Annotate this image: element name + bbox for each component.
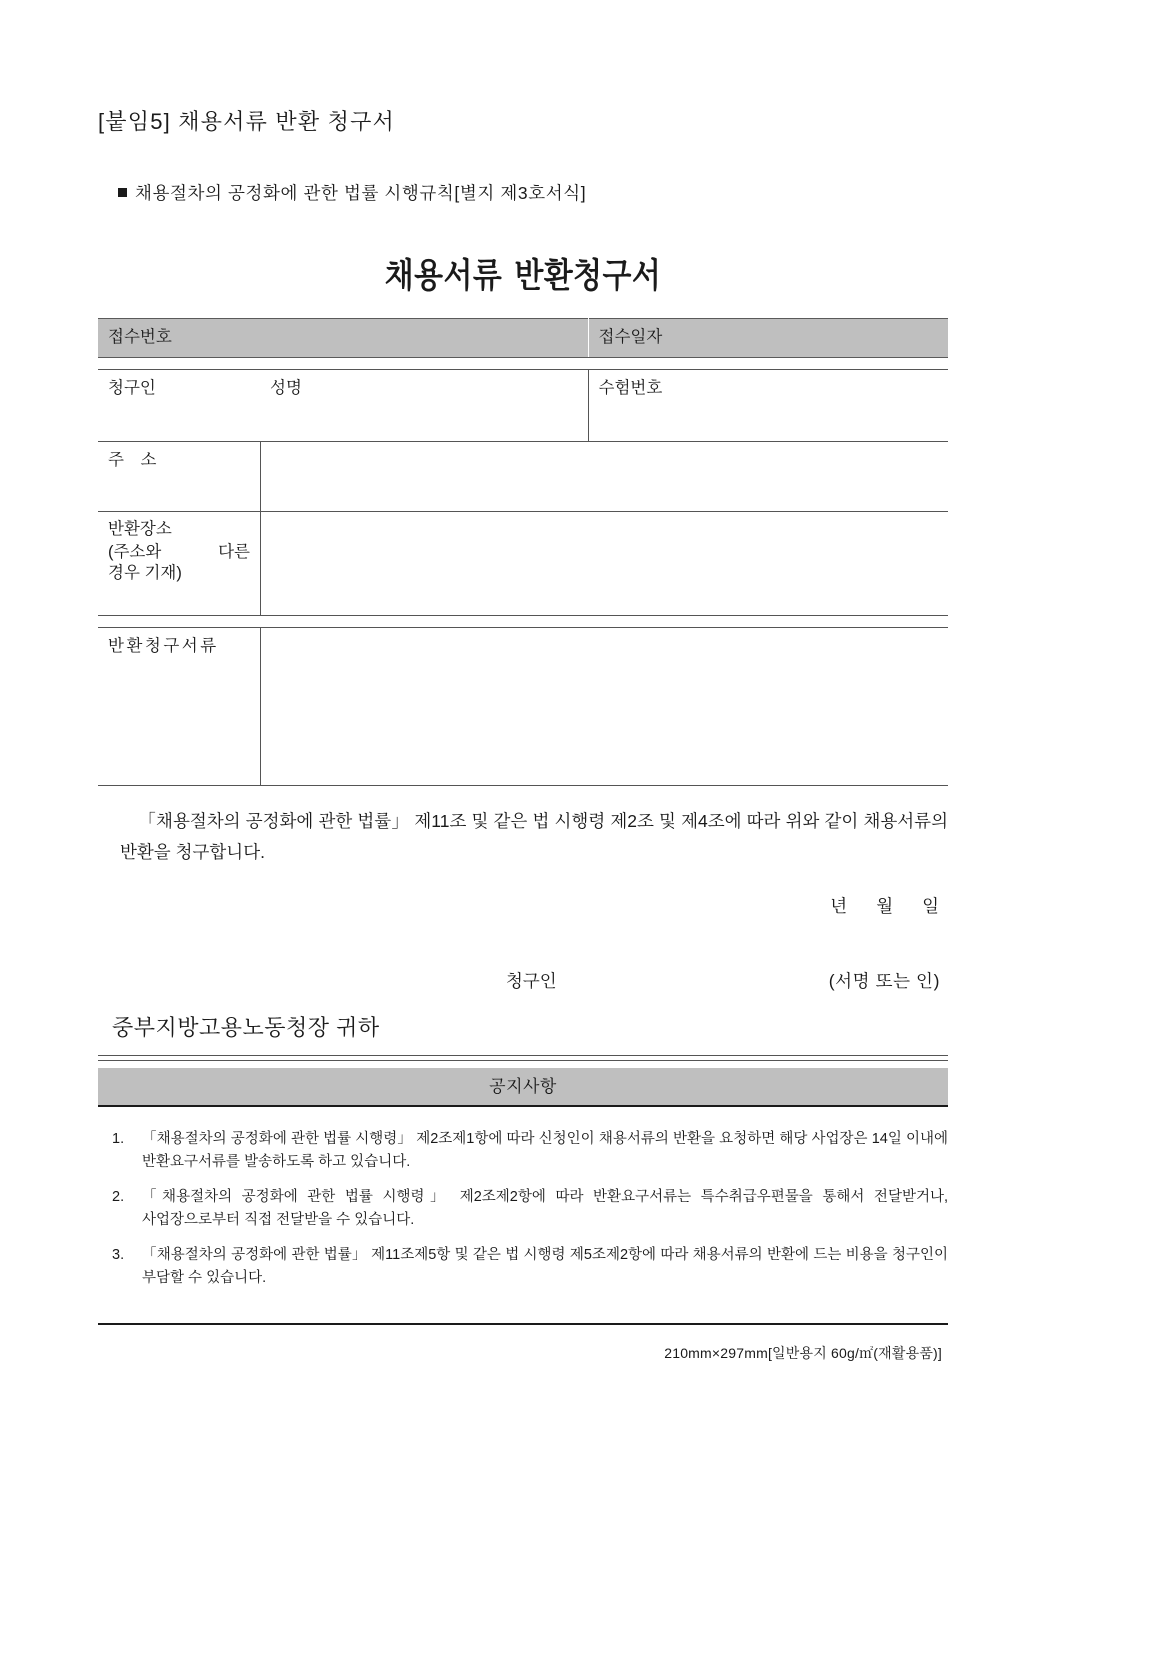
day-label: 일 — [922, 896, 940, 916]
footer-divider — [98, 1323, 948, 1325]
return-place-label: 반환장소 — [108, 520, 172, 538]
table-row-address — [98, 442, 948, 512]
table-row-applicant — [98, 370, 948, 442]
rule-reference-line — [118, 180, 586, 205]
claimant-label: 청구인 — [506, 971, 557, 991]
recipient-line: 중부지방고용노동청장 귀하 — [112, 1015, 380, 1040]
documents-field-cell[interactable] — [260, 628, 948, 786]
application-form-table — [98, 318, 948, 786]
page-title — [149, 248, 897, 297]
page-title-part2: 반환청구서 — [514, 257, 662, 295]
square-bullet-icon — [118, 188, 127, 197]
statement-paragraph — [120, 806, 948, 867]
notice-list — [106, 1128, 948, 1302]
month-label: 월 — [876, 896, 895, 916]
notice-item-number: 3. — [112, 1246, 125, 1263]
row-gap — [98, 358, 948, 370]
return-place-field-cell[interactable] — [260, 512, 948, 616]
table-row-documents — [98, 628, 948, 786]
statement-text: 「채용절차의 공정화에 관한 법률」 제11조 및 같은 법 시행령 제2조 및 제4조에 따라 위와 같이 채용서류의 반환을 청구합니다. — [120, 811, 948, 862]
exam-number-label: 수험번호 — [598, 379, 663, 397]
table-row-receipt-header — [98, 319, 948, 358]
return-place-label-cell — [98, 512, 260, 616]
year-label: 년 — [830, 896, 849, 916]
table-row-return-place — [98, 512, 948, 616]
notice-item-text: 「채용절차의 공정화에 관한 법률 시행령」 제2조제1항에 따라 신청인이 채용서류의 반환을 요청하면 해당 사업장은 14일 이내에 반환요구서류를 발송하도록 하고 있습니다. — [142, 1131, 948, 1171]
documents-label-cell: 반환청구서류 — [98, 628, 260, 786]
rule-reference-text: 채용절차의 공정화에 관한 법률 시행규칙[별지 제3호서식] — [135, 183, 587, 203]
list-item — [106, 1128, 948, 1175]
notice-item-text: 「채용절차의 공정화에 관한 법률」 제11조제5항 및 같은 법 시행령 제5조제2항에 따라 채용서류의 반환에 드는 비용을 청구인이 부담할 수 있습니다. — [142, 1246, 948, 1287]
date-line — [98, 893, 948, 918]
address-field-cell[interactable] — [260, 442, 948, 512]
row-gap — [98, 616, 948, 628]
paper-specification: 210mm×297mm[일반용지 60g/㎡(재활용품)] — [664, 1345, 942, 1361]
form-grid — [98, 318, 948, 786]
applicant-label-cell: 청구인 — [98, 370, 260, 442]
attachment-title: [붙임5] 채용서류 반환 청구서 — [98, 109, 395, 134]
address-label-cell: 주 소 — [98, 442, 260, 512]
return-place-note-line1: (주소와 다른 — [108, 543, 250, 562]
receipt-number-header: 접수번호 — [98, 319, 588, 358]
signature-or-seal-label: (서명 또는 인) — [828, 971, 940, 991]
notice-item-number: 1. — [112, 1131, 125, 1147]
notice-item-number: 2. — [112, 1188, 125, 1205]
name-label: 성명 — [270, 379, 302, 397]
notice-divider — [98, 1055, 948, 1060]
list-item — [106, 1244, 948, 1291]
list-item — [106, 1186, 948, 1233]
page-title-part1: 채용서류 — [384, 257, 503, 295]
notice-item-text: 「채용절차의 공정화에 관한 법률 시행령」 제2조제2항에 따라 반환요구서류는 특수취급우편물을 통해서 전달받거나, 사업장으로부터 직접 전달받을 수 있습니다. — [142, 1188, 948, 1229]
return-place-note-line2: 경우 기재) — [108, 564, 182, 583]
exam-number-field-cell[interactable] — [588, 370, 948, 442]
notice-banner: 공지사항 — [98, 1068, 948, 1107]
receipt-date-header: 접수일자 — [588, 319, 948, 358]
name-field-cell[interactable] — [260, 370, 588, 442]
